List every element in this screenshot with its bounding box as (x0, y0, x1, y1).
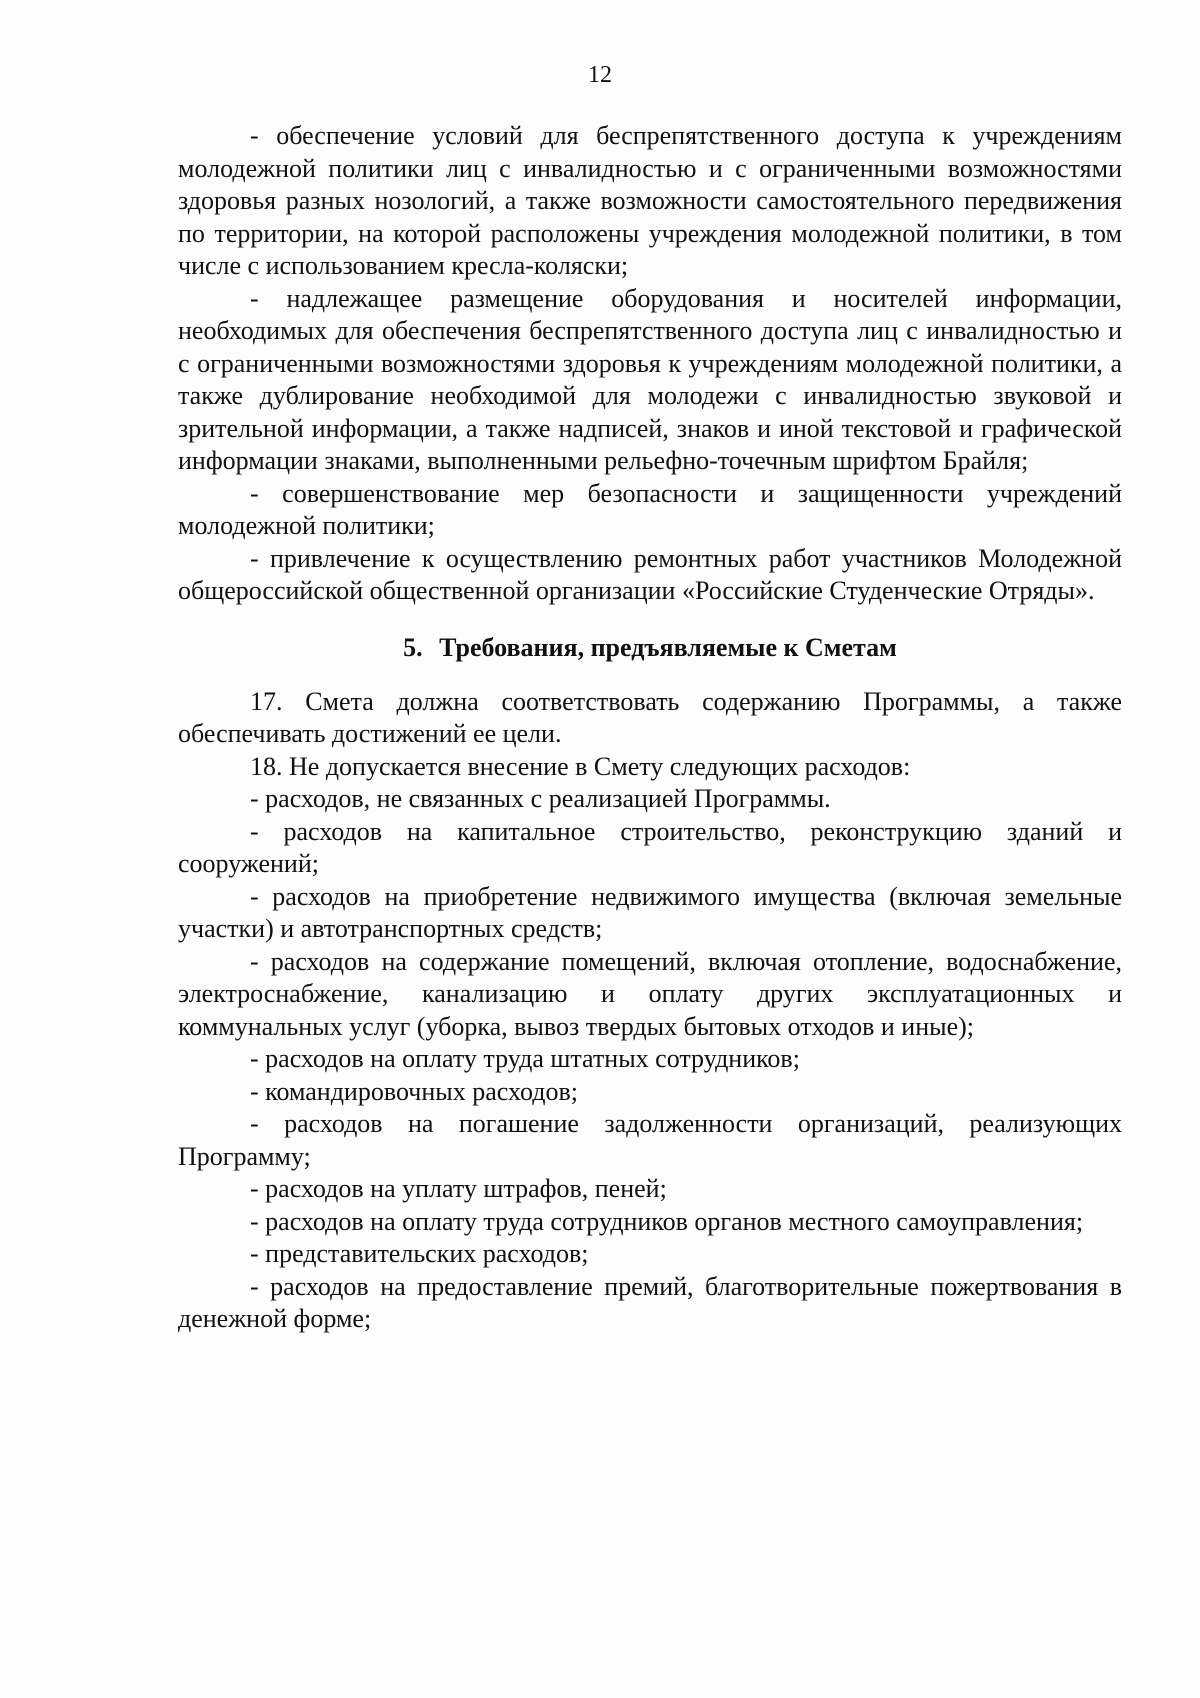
paragraph: - привлечение к осуществлению ремонтных работ участников Молодежной общероссийской общественной организации «Российские Студенческие Отряды». (178, 543, 1122, 605)
list-item: - расходов на погашение задолженности организаций, реализующих Программу; (178, 1109, 1122, 1171)
list-item: - расходов на предоставление премий, благотворительные пожертвования в денежной форме; (178, 1271, 1122, 1333)
list-item: - расходов на оплату труда штатных сотрудников; (250, 1044, 800, 1073)
document-body (178, 120, 1122, 1336)
list-item: - расходов на приобретение недвижимого имущества (включая земельные участки) и автотранспортных средств; (178, 881, 1122, 943)
list-item: - представительских расходов; (250, 1239, 589, 1268)
list-item: - расходов на оплату труда сотрудников органов местного самоуправления; (250, 1206, 1084, 1236)
paragraph: - обеспечение условий для беспрепятственного доступа к учреждениям молодежной политики лиц с инвалидностью и с ограниченными возможностями здоровья разных нозологий, а также возможности самостоятельного передвижения по территории, на которой расположены учреждения молодежной политики, в том числе с использованием кресла-коляски; (178, 121, 1122, 280)
list-item: - расходов на уплату штрафов, пеней; (250, 1174, 667, 1203)
section-number: 5. (403, 632, 423, 662)
section-heading (178, 630, 1122, 666)
paragraph: - надлежащее размещение оборудования и носителей информации, необходимых для обеспечения беспрепятственного доступа лиц с инвалидностью и с ограниченными возможностями здоровья к учреждениям молодежной политики, а также дублирование необходимой для молодежи с инвалидностью звуковой и зрительной информации, а также надписей, знаков и иной текстовой и графической информации знаками, выполненными рельефно-точечным шрифтом Брайля; (178, 283, 1122, 475)
list-item: - расходов на содержание помещений, включая отопление, водоснабжение, электроснабжение, канализацию и оплату других эксплуатационных и коммунальных услуг (уборка, вывоз твердых бытовых отходов и иные); (178, 946, 1122, 1041)
page-number: 12 (588, 62, 612, 88)
section-title: Требования, предъявляемые к Сметам (439, 632, 897, 662)
paragraph: 18. Не допускается внесение в Смету следующих расходов: (250, 751, 911, 781)
list-item: - командировочных расходов; (250, 1076, 578, 1106)
list-item: - расходов, не связанных с реализацией Программы. (250, 784, 831, 813)
paragraph: 17. Смета должна соответствовать содержанию Программы, а также обеспечивать достижений ее цели. (178, 686, 1122, 748)
paragraph: - совершенствование мер безопасности и защищенности учреждений молодежной политики; (178, 478, 1122, 540)
list-item: - расходов на капитальное строительство, реконструкцию зданий и сооружений; (178, 816, 1122, 878)
